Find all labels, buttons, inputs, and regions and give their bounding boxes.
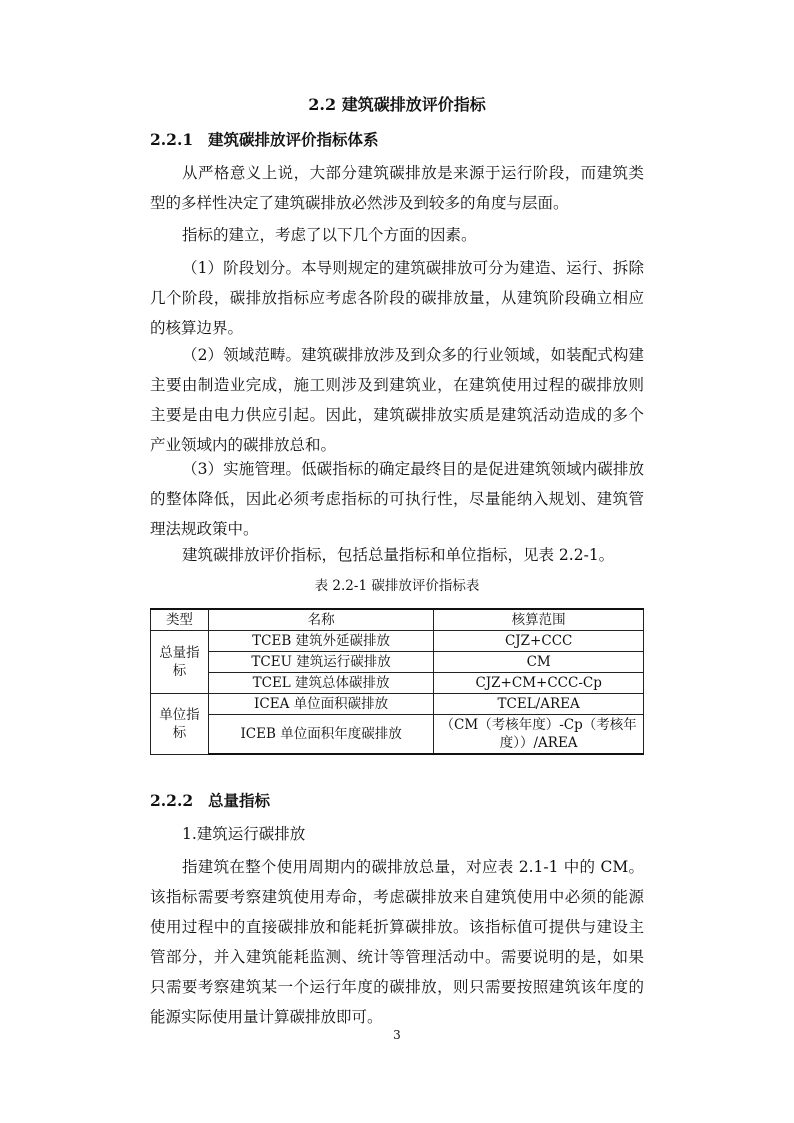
table-cell-scope: CJZ+CM+CCC-Cp (434, 673, 644, 694)
table-cell-name: TCEB 建筑外延碳排放 (208, 631, 433, 652)
table-header-type: 类型 (151, 609, 209, 631)
table-caption: 表 2.2-1 碳排放评价指标表 (314, 578, 480, 594)
paragraph-table-reference: 建筑碳排放评价指标，包括总量指标和单位指标，见表 2.2-1。 (182, 546, 615, 564)
table-cell-scope: CJZ+CCC (434, 631, 644, 652)
table-header-name: 名称 (208, 609, 433, 631)
subsection-number: 2.2.1 (150, 130, 194, 149)
paragraph-total-indicator: 指建筑在整个使用周期内的碳排放总量，对应表 2.1-1 中的 CM。该指标需要考察建筑使用寿命，考虑碳排放来自建筑使用中必须的能源使用过程中的直接碳排放和能耗折算碳排放。该指标值可提供与建设主管部分，并入建筑能耗监测、统计等管理活动中。需要说明的是，如果只需要考察建筑某一个运行年度的碳排放，则只需要按照建筑该年度的能源实际使用量计算碳排放即可。 (150, 858, 644, 1026)
paragraph-factors: 指标的建立，考虑了以下几个方面的因素。 (182, 226, 477, 244)
table-row (151, 715, 644, 755)
table-cell-type-total: 总量指标 (151, 631, 209, 694)
table-header-scope: 核算范围 (434, 609, 644, 631)
table-header-row (151, 609, 644, 631)
paragraph-intro: 从严格意义上说，大部分建筑碳排放是来源于运行阶段，而建筑类型的多样性决定了建筑碳排放必然涉及到较多的角度与层面。 (150, 164, 644, 212)
paragraph-domain-scope: （2）领域范畴。建筑碳排放涉及到众多的行业领域，如装配式构建主要由制造业完成，施工则涉及到建筑业，在建筑使用过程的碳排放则主要是由电力供应引起。因此，建筑碳排放实质是建筑活动造成的多个产业领域内的碳排放总和。 (150, 346, 644, 454)
subsection-heading-2-2-2 (150, 790, 270, 812)
paragraph-stage-division: （1）阶段划分。本导则规定的建筑碳排放可分为建造、运行、拆除几个阶段，碳排放指标应考虑各阶段的碳排放量，从建筑阶段确立相应的核算边界。 (150, 259, 644, 337)
table-cell-scope: TCEL/AREA (434, 694, 644, 715)
table-cell-type-unit: 单位指标 (151, 694, 209, 755)
table-cell-name: ICEA 单位面积碳排放 (208, 694, 433, 715)
subsection-title: 总量指标 (208, 791, 271, 810)
table-cell-name: ICEB 单位面积年度碳排放 (208, 715, 433, 755)
table-row (151, 631, 644, 652)
paragraph-implementation: （3）实施管理。低碳指标的确定最终目的是促进建筑领域内碳排放的整体降低，因此必须考虑指标的可执行性，尽量能纳入规划、建筑管理法规政策中。 (150, 460, 644, 538)
table-cell-scope: CM (434, 652, 644, 673)
table-row (151, 694, 644, 715)
subsection-number: 2.2.2 (150, 791, 194, 810)
table-row (151, 652, 644, 673)
table-cell-scope: （CM（考核年度）-Cp（考核年度））/AREA (434, 715, 644, 755)
table-row (151, 673, 644, 694)
list-item-building-operation: 1.建筑运行碳排放 (182, 825, 306, 843)
metrics-table (150, 608, 644, 755)
table-cell-name: TCEU 建筑运行碳排放 (208, 652, 433, 673)
section-title: 2.2 建筑碳排放评价指标 (308, 95, 486, 114)
subsection-heading-2-2-1 (150, 129, 379, 151)
subsection-title: 建筑碳排放评价指标体系 (208, 130, 379, 149)
table-cell-name: TCEL 建筑总体碳排放 (208, 673, 433, 694)
page-number: 3 (393, 1028, 401, 1042)
